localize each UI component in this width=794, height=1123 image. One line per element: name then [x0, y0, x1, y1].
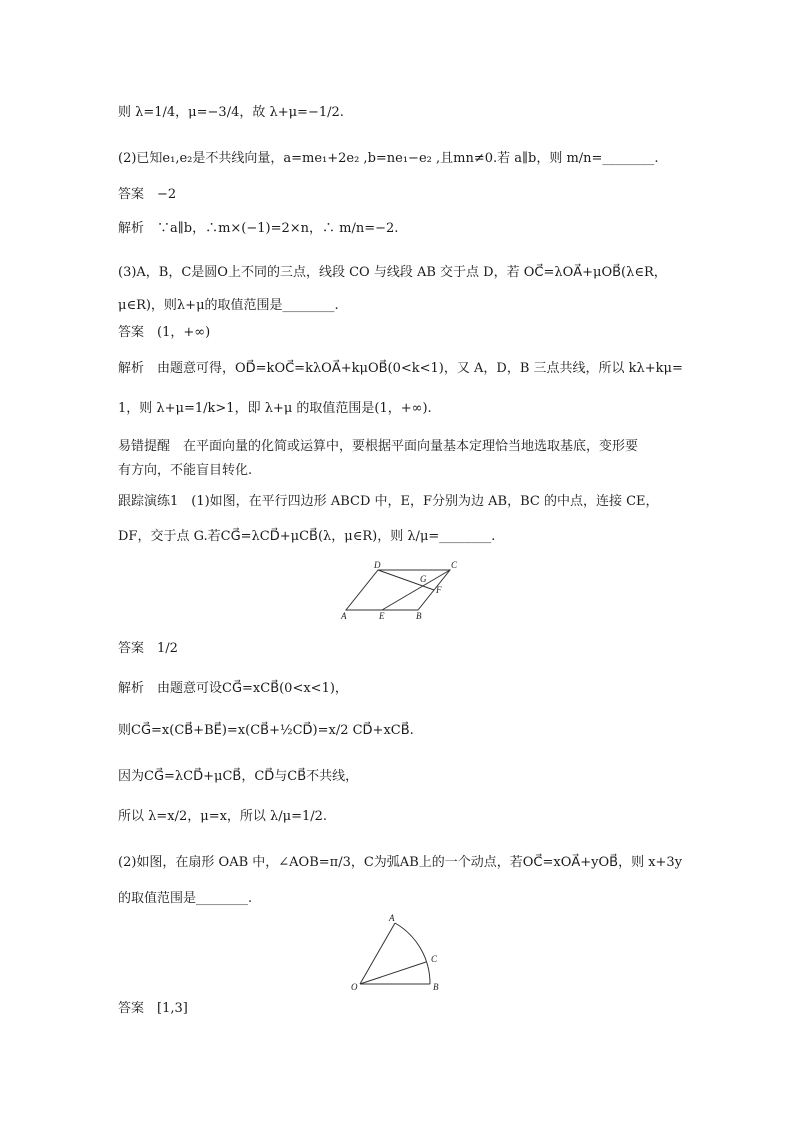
line-5: (3)A，B，C是圆O上不同的三点，线段 CO 与线段 AB 交于点 D，若 OC⃗=λOA⃗+μOB⃗(λ∈R， [118, 265, 667, 280]
label-c: C [431, 954, 438, 964]
label-g: G [420, 574, 427, 584]
line-11: 有方向，不能盲目转化. [118, 463, 253, 478]
line-16: 则CG⃗=x(CB⃗+BE⃗)=x(CB⃗+½CD⃗)=x/2 CD⃗+xCB⃗. [118, 723, 414, 738]
segment-oc [360, 962, 426, 984]
label-c: C [451, 560, 458, 570]
line-6: μ∈R)，则λ+μ的取值范围是________. [118, 298, 339, 313]
sector-figure [348, 910, 448, 998]
label-b: B [433, 982, 439, 992]
line-1: 则 λ=1/4，μ=−3/4，故 λ+μ=−1/2. [118, 105, 344, 120]
line-7: 答案 (1，+∞) [118, 325, 211, 340]
line-15: 解析 由题意可设CG⃗=xCB⃗(0<x<1)， [118, 681, 348, 696]
line-17: 因为CG⃗=λCD⃗+μCB⃗，CD⃗与CB⃗不共线， [118, 769, 359, 784]
line-2: (2)已知e₁,e₂是不共线向量，a=me₁+2e₂ ,b=ne₁−e₂ ,且mn≠0.若 a∥b，则 m/n=________. [118, 151, 659, 166]
radius-oa [360, 923, 395, 984]
label-a: A [341, 611, 347, 621]
line-8: 解析 由题意可得，OD⃗=kOC⃗=kλOA⃗+kμOB⃗(0<k<1)，又 A，D，B 三点共线，所以 kλ+kμ= [118, 361, 683, 376]
line-10: 易错提醒 在平面向量的化简或运算中，要根据平面向量基本定理恰当地选取基底，变形要 [118, 439, 639, 454]
line-21: 答案 [1,3] [118, 1001, 188, 1016]
line-9: 1，则 λ+μ=1/k>1，即 λ+μ 的取值范围是(1，+∞). [118, 401, 432, 416]
parallelogram-figure [338, 560, 468, 626]
line-19: (2)如图，在扇形 OAB 中，∠AOB=π/3，C为弧AB上的一个动点，若OC⃗=xOA⃗+yOB⃗，则 x+3y [118, 855, 683, 870]
label-b: B [416, 611, 422, 621]
line-20: 的取值范围是________. [118, 891, 253, 906]
line-18: 所以 λ=x/2，μ=x，所以 λ/μ=1/2. [118, 809, 328, 824]
line-4: 解析 ∵a∥b，∴m×(−1)=2×n，∴ m/n=−2. [118, 221, 399, 236]
label-o: O [351, 982, 358, 992]
label-a: A [389, 913, 395, 923]
parallelogram-abcd [346, 570, 450, 610]
line-12: 跟踪演练1 (1)如图，在平行四边形 ABCD 中，E，F分别为边 AB，BC 的中点，连接 CE， [118, 494, 659, 509]
line-14: 答案 1/2 [118, 641, 178, 656]
label-f: F [436, 585, 442, 595]
line-13: DF，交于点 G.若CG⃗=λCD⃗+μCB⃗(λ，μ∈R)，则 λ/μ=________. [118, 529, 496, 544]
label-e: E [379, 611, 385, 621]
label-d: D [374, 560, 381, 570]
arc-ab [395, 923, 430, 984]
line-3: 答案 −2 [118, 187, 177, 202]
